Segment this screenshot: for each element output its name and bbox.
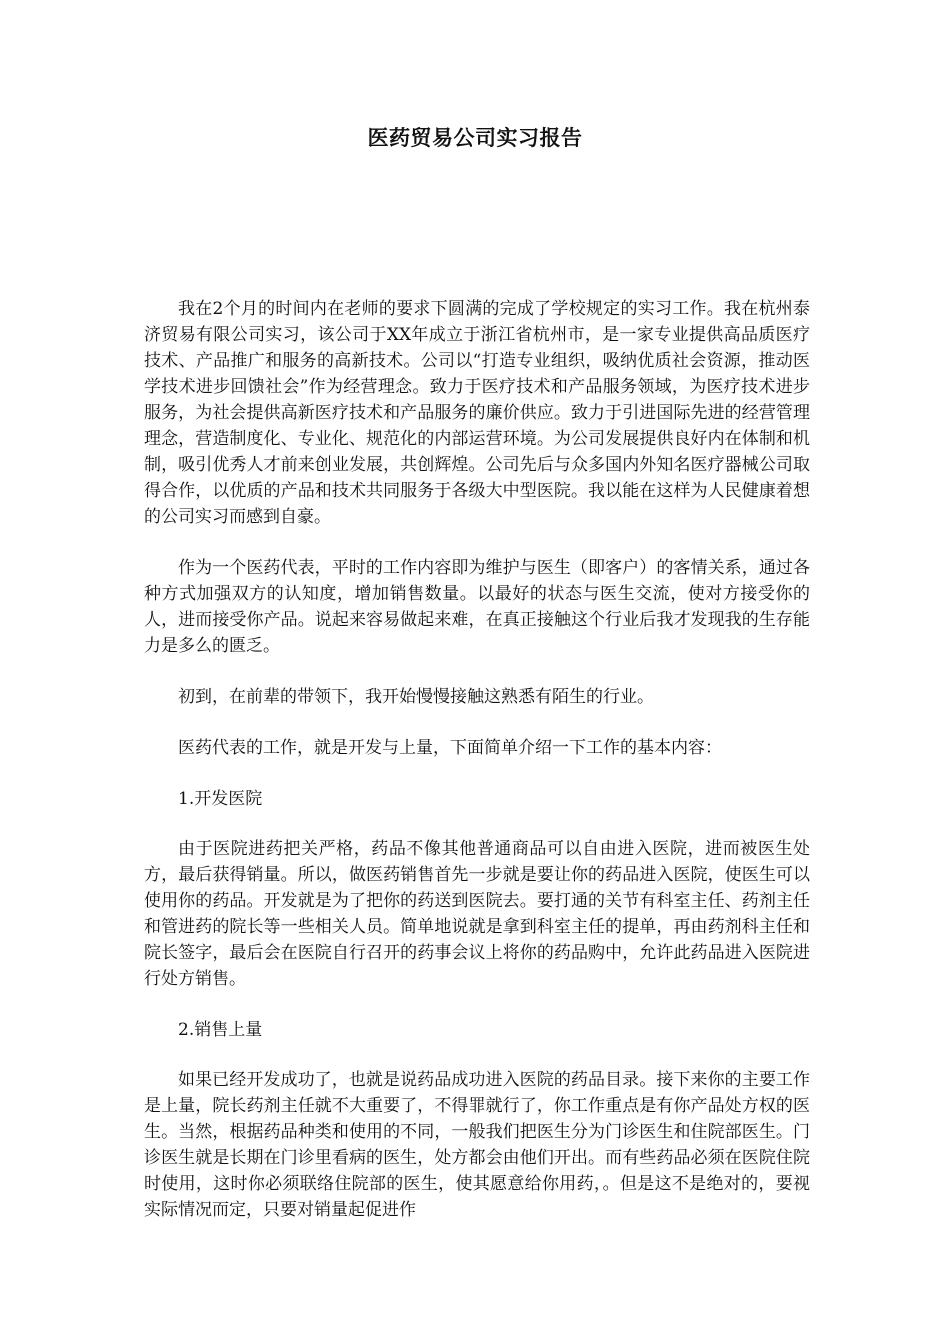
section-heading-sales-volume: 2.销售上量 (178, 1020, 263, 1040)
paragraph-develop-hospital: 由于医院进药把关严格，药品不像其他普通商品可以自由进入医院，进而被医生处方，最后获得销量。所以，做医药销售首先一步就是要让你的药品进入医院，使医生可以使用你的药品。开发就是为了把你的药送到医院去。要打通的关节有科室主任、药剂主任和管进药的院长等一些相关人员。简单地说就是拿到科室主任的提单，再由药剂科主任和院长签字，最后会在医院自行召开的药事会议上将你的药品购中，允许此药品进入医院进行处方销售。 (144, 839, 810, 989)
section-heading-develop-hospital: 1.开发医院 (178, 789, 263, 809)
paragraph-sales-volume: 如果已经开发成功了，也就是说药品成功进入医院的药品目录。接下来你的主要工作是上量，院长药剂主任就不大重要了，不得罪就行了，你工作重点是有你产品处方权的医生。当然，根据药品种类和使用的不同，一般我们把医生分为门诊医生和住院部医生。门诊医生就是长期在门诊里看病的医生，处方都会由他们开出。而有些药品必须在医院住院时使用，这时你必须联络住院部的医生，使其愿意给你用药，。但是这不是绝对的，要视实际情况而定，只要对销量起促进作 (144, 1070, 810, 1220)
paragraph-rep-role: 作为一个医药代表，平时的工作内容即为维护与医生（即客户）的客情关系，通过各种方式加强双方的认知度，增加销售数量。以最好的状态与医生交流，使对方接受你的人，进而接受你产品。说起来容易做起来难，在真正接触这个行业后我才发现我的生存能力是多么的匮乏。 (144, 558, 810, 656)
document-body (144, 296, 810, 1248)
paragraph-beginning: 初到，在前辈的带领下，我开始慢慢接触这熟悉有陌生的行业。 (178, 687, 654, 707)
paragraph-company-intro: 我在2个月的时间内在老师的要求下圆满的完成了学校规定的实习工作。我在杭州泰济贸易有限公司实习，该公司于XX年成立于浙江省杭州市，是一家专业提供高品质医疗技术、产品推广和服务的高新技术。公司以“打造专业组织，吸纳优质社会资源，推动医学技术进步回馈社会”作为经营理念。致力于医疗技术和产品服务领域，为医疗技术进步服务，为社会提供高新医疗技术和产品服务的廉价供应。致力于引进国际先进的经营管理理念，营造制度化、专业化、规范化的内部运营环境。为公司发展提供良好内在体制和机制，吸引优秀人才前来创业发展，共创辉煌。公司先后与众多国内外知名医疗器械公司取得合作，以优质的产品和技术共同服务于各级大中型医院。我以能在这样为人民健康着想的公司实习而感到自豪。 (144, 299, 810, 527)
document-title: 医药贸易公司实习报告 (367, 125, 583, 150)
paragraph-work-overview: 医药代表的工作，就是开发与上量，下面简单介绍一下工作的基本内容： (178, 738, 722, 758)
